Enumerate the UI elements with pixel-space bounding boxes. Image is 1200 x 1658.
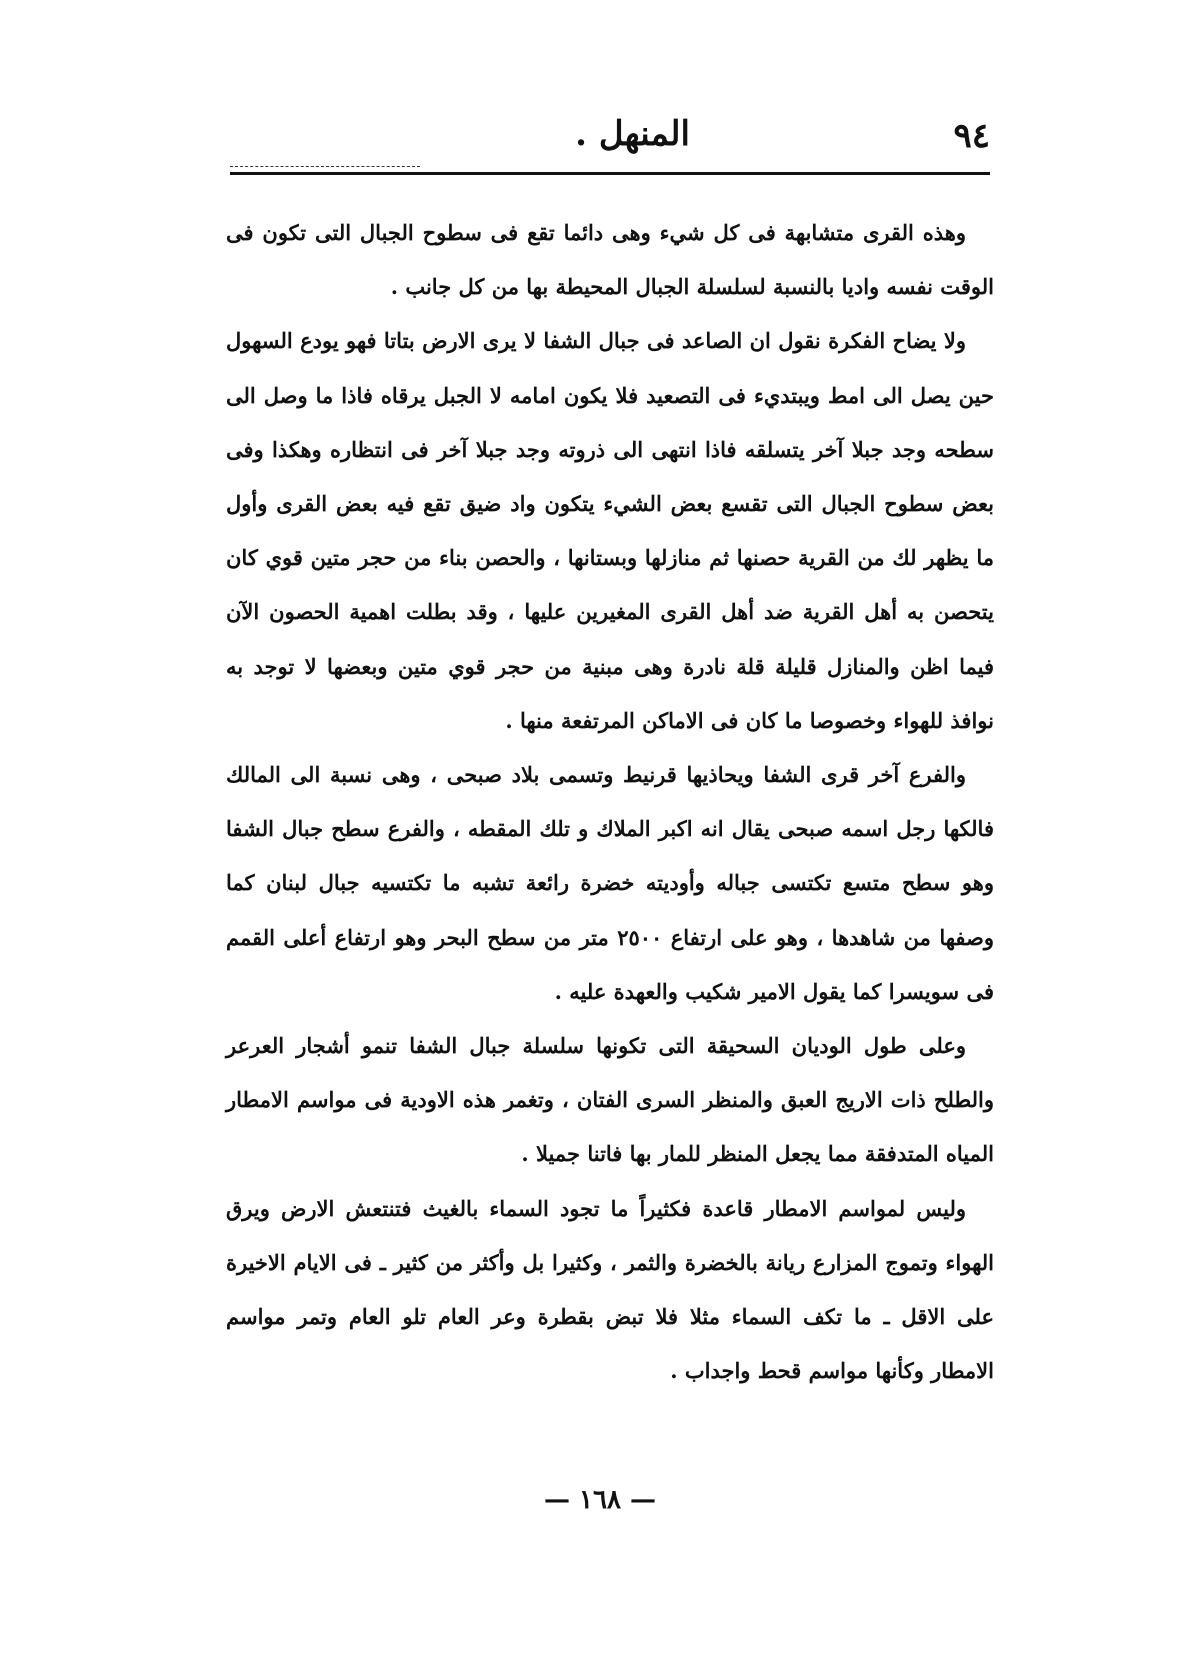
article-body	[226, 206, 994, 1398]
paragraph-4: وعلى طول الوديان السحيقة التى تكونها سلسلة جبال الشفا تنمو أشجار العرعر والطلح ذات الاريج العبق والمنظر السرى الفتان ، وتغمر هذه الاودية فى مواسم الامطار المياه المتدفقة مما يجعل المنظر للمار بها فاتنا جميلا .	[226, 1033, 994, 1167]
paragraph-2: ولا يضاح الفكرة نقول ان الصاعد فى جبال الشفا لا يرى الارض بتاتا فهو يودع السهول حين يصل الى امط ويبتديء فى التصعيد فلا يكون امامه لا الجبل يرقاه فاذا ما وصل الى سطحه وجد جبلا آخر يتسلقه فاذا انتهى الى ذروته وجد جبلا آخر فى انتظاره وهكذا وفى بعض سطوح الجبال التى تقسع بعض الشيء يتكون واد ضيق تقع فيه بعض القرى وأول ما يظهر لك من القرية حصنها ثم منازلها وبستانها ، والحصن بناء من حجر متين قوي كان يتحصن به أهل القرية ضد أهل القرى المغيرين عليها ، وقد بطلت اهمية الحصون الآن فيما اظن والمنازل قليلة قلة نادرة وهى مبنية من حجر قوي متين وبعضها لا توجد به نوافذ للهواء وخصوصا ما كان فى الاماكن المرتفعة منها .	[226, 328, 994, 733]
footer-page-number: — ١٦٨ —	[543, 1485, 657, 1515]
page-header	[230, 112, 990, 162]
header-dotted-rule	[230, 166, 420, 167]
paragraph-5: وليس لمواسم الامطار قاعدة فكثيراً ما تجود السماء بالغيث فتنتعش الارض ويرق الهواء وتموج المزارع ريانة بالخضرة والثمر ، وكثيرا بل وأكثر من كثير ـ فى الايام الاخيرة على الاقل ـ ما تكف السماء مثلا فلا تبض بقطرة وعر العام تلو العام وتمر مواسم الامطار وكأنها مواسم قحط واجداب .	[226, 1195, 994, 1384]
journal-title: المنهل .	[575, 114, 690, 154]
header-rule	[230, 172, 990, 175]
paragraph-1: وهذه القرى متشابهة فى كل شيء وهى دائما تقع فى سطوح الجبال التى تكون فى الوقت نفسه واديا بالنسبة لسلسلة الجبال المحيطة بها من كل جانب .	[226, 220, 994, 300]
paragraph-3: والفرع آخر قرى الشفا ويحاذيها قرنيط وتسمى بلاد صبحى ، وهى نسبة الى المالك فالكها رجل اسمه صبحى يقال انه اكبر الملاك و تلك المقطه ، والفرع سطح جبال الشفا وهو سطح متسع تكتسى جباله وأوديته خضرة رائعة تشبه ما تكتسيه جبال لبنان كما وصفها من شاهدها ، وهو على ارتفاع ٢٥٠٠ متر من سطح البحر وهو ارتفاع أعلى القمم فى سويسرا كما يقول الامير شكيب والعهدة عليه .	[226, 762, 995, 1004]
header-page-number: ٩٤	[953, 116, 990, 156]
